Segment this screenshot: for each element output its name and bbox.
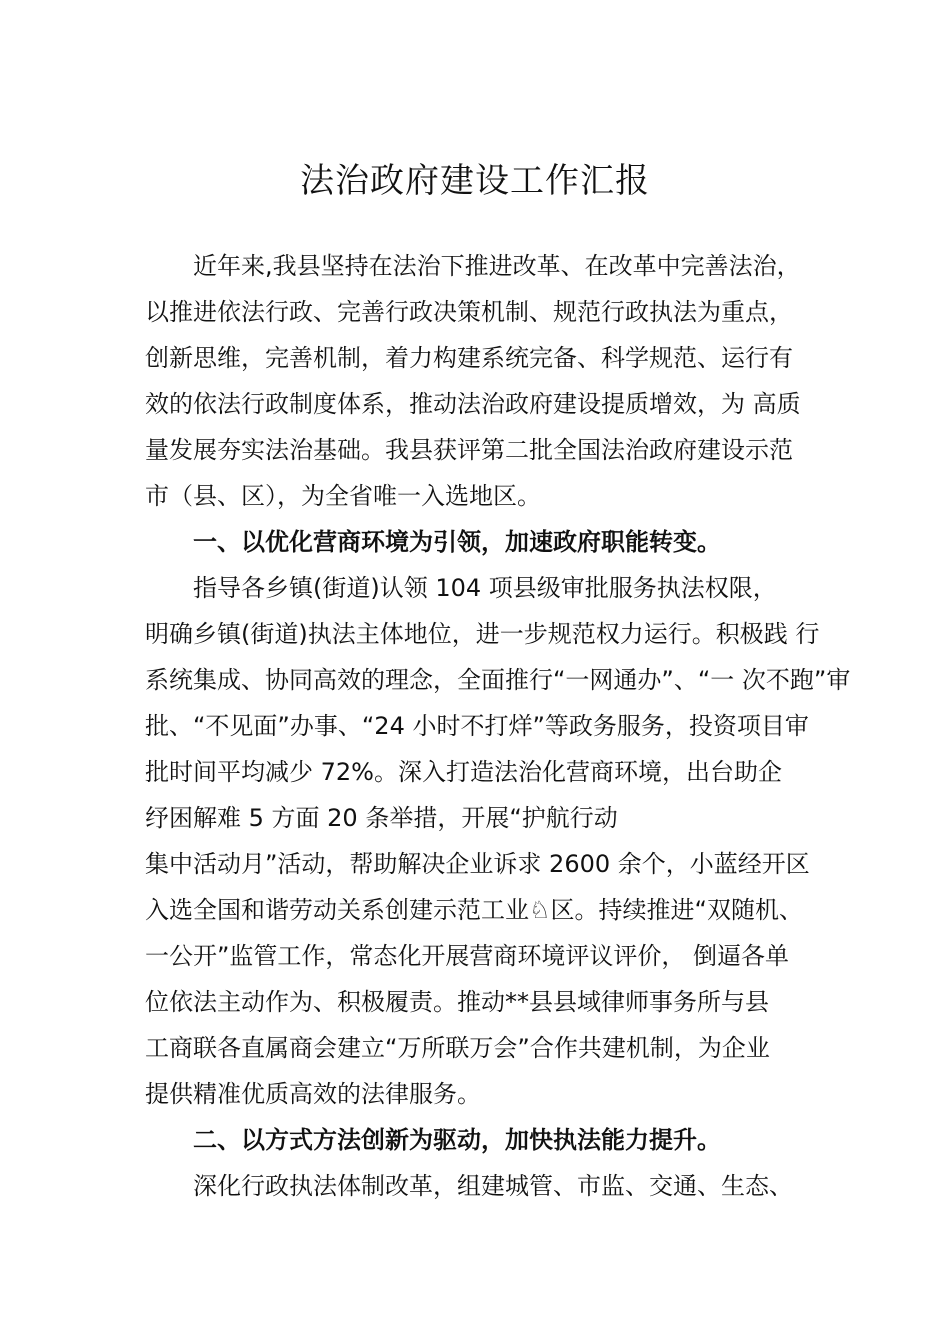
section-heading-line: 一、以优化营商环境为引领，加速政府职能转变。	[193, 527, 721, 556]
document-body	[145, 243, 851, 1209]
paragraph-line: 指导各乡镇(街道)认领 104 项县级审批服务执法权限，	[193, 574, 777, 602]
paragraph-line: 批时间平均减少 72%。深入打造法治化营商环境，出台助企	[145, 758, 782, 786]
paragraph-line: 深化行政执法体制改革，组建城管、市监、交通、生态、	[193, 1172, 793, 1200]
paragraph-line: 明确乡镇(街道)执法主体地位，进一步规范权力运行。积极践 行	[145, 620, 820, 648]
paragraph-line: 以推进依法行政、完善行政决策机制、规范行政执法为重点，	[145, 298, 793, 326]
paragraph-line: 效的依法行政制度体系，推动法治政府建设提质增效，为 高质	[145, 390, 801, 418]
paragraph-line: 入选全国和谐劳动关系创建示范工业♘区。持续推进“双随机、	[145, 896, 803, 924]
paragraph-line: 市（县、区），为全省唯一入选地区。	[145, 482, 541, 510]
paragraph-line: 提供精准优质高效的法律服务。	[145, 1080, 481, 1108]
paragraph-line: 系统集成、协同高效的理念，全面推行“一网通办”、“一 次不跑”审	[145, 666, 851, 694]
paragraph-line: 量发展夯实法治基础。我县获评第二批全国法治政府建设示范	[145, 436, 793, 464]
paragraph-line: 工商联各直属商会建立“万所联万会”合作共建机制，为企业	[145, 1034, 770, 1062]
paragraph-line: 批、“不见面”办事、“24 小时不打烊”等政务服务，投资项目审	[145, 712, 809, 740]
paragraph-line: 近年来,我县坚持在法治下推进改革、在改革中完善法治，	[193, 252, 801, 280]
section-heading-line: 二、以方式方法创新为驱动，加快执法能力提升。	[193, 1125, 721, 1154]
paragraph-line: 位依法主动作为、积极履责。推动**县县域律师事务所与县	[145, 988, 769, 1016]
document-title: 法治政府建设工作汇报	[300, 161, 650, 201]
paragraph-line: 纾困解难 5 方面 20 条举措，开展“护航行动	[145, 804, 618, 832]
paragraph-line: 集中活动月”活动，帮助解决企业诉求 2600 余个，小蓝经开区	[145, 850, 810, 878]
paragraph-line: 一公开”监管工作，常态化开展营商环境评议评价， 倒逼各单	[145, 942, 790, 970]
paragraph-line: 创新思维，完善机制，着力构建系统完备、科学规范、运行有	[145, 344, 793, 372]
